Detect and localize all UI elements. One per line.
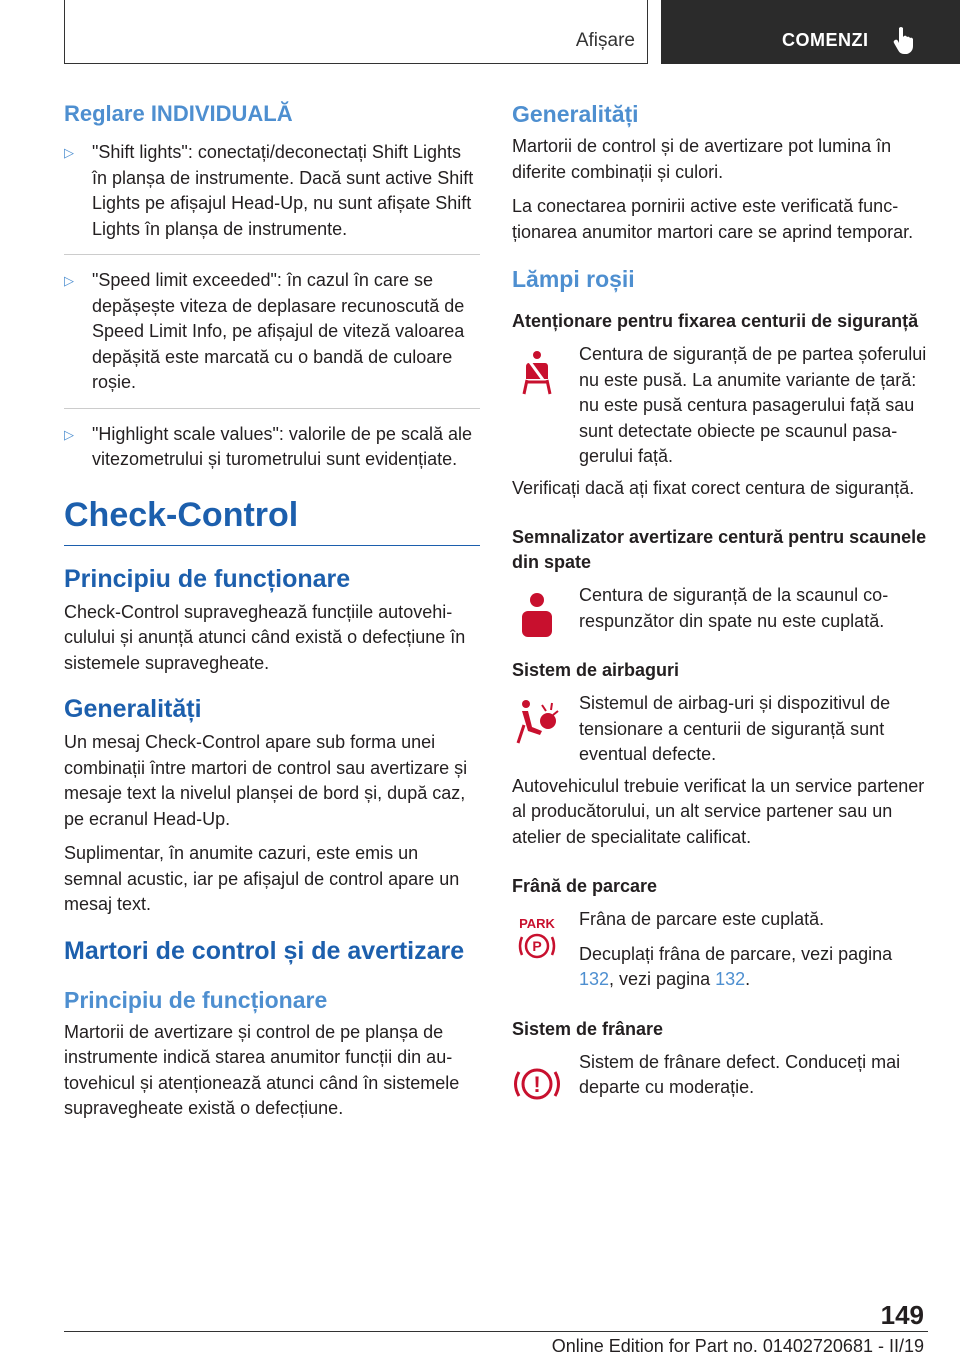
airbag-warning-icon [512, 699, 562, 747]
martori-principle-heading: Principiu de funcționare [64, 986, 328, 1013]
martori-principle-text: Martorii de avertizare și control de pe planșa de instrumente indică starea anumitor funcții din autovehicul și atenționează atunci când în sistemele supravegheate există o defecțiune. [64, 1021, 460, 1118]
rear-seat-belt-icon [512, 591, 562, 639]
svg-text:!: ! [533, 1071, 541, 1097]
belt-check-text: Verificați dacă ați fixat corect centura de siguranță. [512, 477, 915, 498]
right-general-heading: Generalități [512, 101, 639, 127]
brake-system-heading: Sistem de frânare [512, 1018, 664, 1039]
rear-belt-block: Centura de siguranță de la scaunul corespunzător din spate nu este cuplată. [512, 583, 928, 634]
brake-warning-icon [512, 1058, 562, 1106]
parking-brake-heading: Frână de parcare [512, 876, 658, 896]
right-general-text-2: La conectarea pornirii active este verificată funcționarea anumitor martori care se aprind temporar. [512, 196, 914, 242]
brake-system-block: ! Sistem de frânare defect. Conduceți mai departe cu moderație. [512, 1050, 928, 1101]
principle-text: Check-Control supraveghează funcțiile autovehiculului și anunță atunci când există o defecțiune în sistemele supravegheate. [64, 601, 466, 673]
airbag-heading: Sistem de airbaguri [512, 660, 680, 680]
right-column [512, 100, 928, 1107]
parking-brake-status: Frâna de parcare este cuplată. [579, 909, 825, 929]
parking-brake-block [512, 907, 928, 993]
list-item: ▷ "Highlight scale values": valorile de pe scală ale vitezometrului și turometrului sunt evidențiate. [64, 423, 472, 469]
general-heading: Generalități [64, 695, 202, 723]
hand-pointer-icon [893, 26, 917, 54]
list-item: ▷ "Speed limit exceeded": în cazul în care se depășește viteza de deplasare recunoscută de Speed Limit Info, pe afișajul de viteză valoarea depășită este marcată cu o bandă de culoare roșie. [64, 268, 480, 409]
settings-list [64, 140, 480, 473]
belt-warning-block: Centura de siguranță de pe partea șoferului nu este pusă. La anumite variante de țară: nu este pusă centura pasagerului față sau sunt detectate obiecte pe scaunul pasagerului față. [512, 342, 928, 470]
svg-text:P: P [532, 938, 542, 954]
svg-text:PARK: PARK [519, 916, 555, 931]
red-lamps-heading: Lămpi roșii [512, 266, 635, 292]
general-text-2: Suplimentar, în anumite cazuri, este emis un semnal acustic, iar pe afișajul de control apare un mesaj text. [64, 843, 460, 914]
airbag-service-text: Autovehiculul trebuie verificat la un service partener al producătorului, un alt service partener sau un atelier de specialitate calificat. [512, 775, 925, 847]
rear-belt-heading: Semnalizator avertizare centură pentru scaunele din spate [512, 527, 927, 572]
airbag-block: Sistemul de airbag-uri și dispozitivul de tensionare a centurii de siguranță sunt eventual defecte. [512, 691, 928, 768]
belt-warning-heading: Atenționare pentru fixarea centurii de siguranță [512, 311, 919, 331]
footer-divider [64, 1331, 928, 1332]
general-text-1: Un mesaj Check-Control apare sub forma unei combinații între martori de control sau avertizare și mesaje text la nivelul planșei de bord și, după caz, pe ecranul Head-Up. [64, 732, 468, 829]
parking-brake-release: Decuplați frâna de parcare, vezi pagina 132, vezi pagina 132. [579, 943, 893, 989]
triangle-bullet-icon: ▷ [64, 426, 74, 442]
check-control-heading: Check-Control [64, 495, 480, 546]
list-item: ▷ "Shift lights": conectați/deconectați Shift Lights în planșa de instrumente. Dacă sunt active Shift Lights pe afișajul Head-Up, nu sunt afișate Shift Lights în planșa de instrumente. [64, 140, 480, 255]
header-tab-comenzi[interactable] [661, 0, 960, 64]
seatbelt-warning-icon [512, 350, 562, 398]
triangle-bullet-icon: ▷ [64, 145, 74, 160]
header-tab-label: COMENZI [782, 30, 869, 50]
principle-heading: Principiu de funcționare [64, 564, 351, 593]
page-number: 149 [880, 1300, 924, 1330]
header-section-title: Afișare [575, 30, 635, 51]
footer-edition: Online Edition for Part no. 01402720681 - II/19 [551, 1336, 924, 1356]
right-general-text-1: Martorii de control și de avertizare pot lumina în diferite combinații și culori. [512, 136, 892, 182]
triangle-bullet-icon: ▷ [64, 273, 74, 288]
page-link-132[interactable]: 132 [579, 969, 610, 989]
martori-heading: Martori de control și de avertizare [64, 936, 465, 965]
park-brake-icon [512, 915, 562, 963]
header-section-box [64, 0, 648, 64]
individual-settings-title: Reglare INDIVIDUALĂ [64, 101, 293, 126]
left-column [64, 100, 480, 1131]
page-link-132-second[interactable]: 132 [715, 969, 746, 989]
